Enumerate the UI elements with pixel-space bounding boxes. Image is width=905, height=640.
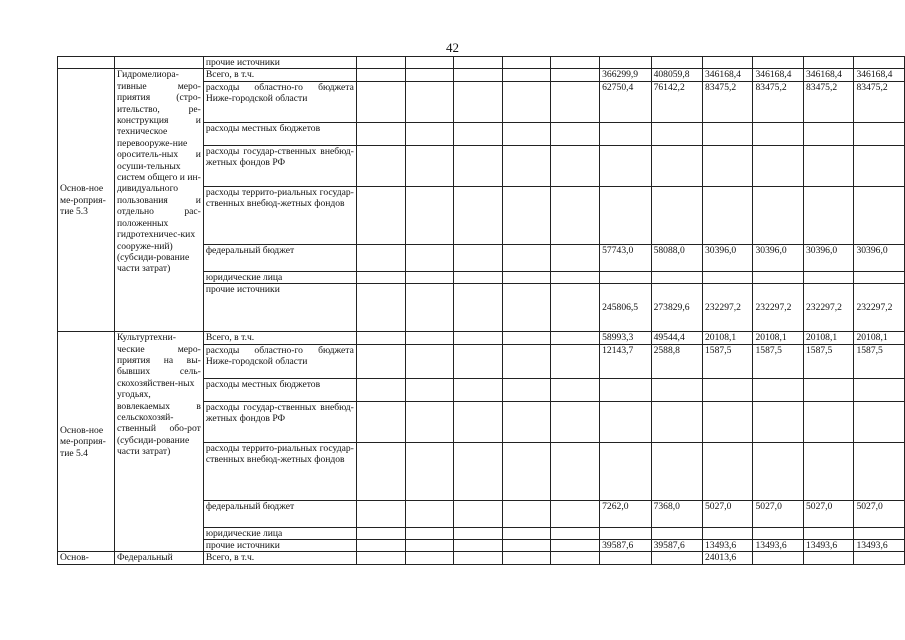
- empty-cell: [454, 186, 503, 244]
- value-cell: [703, 122, 753, 145]
- empty-cell: [454, 552, 503, 564]
- value-cell: 13493,6: [753, 540, 803, 552]
- measure-name-cell: Гидромелиора-тивные меро-приятия (стро-ительство, ре-конструкция и техническое перевооруже-ние ороситель-ных и осуши-тельных систем общего и ин-дивидуального пользования и отдельно рас-положенных гидротехничес-ких сооруже-ний) (субсиди-рование части затрат): [114, 69, 203, 332]
- empty-cell: [356, 500, 405, 527]
- value-cell: [803, 401, 853, 442]
- value-cell: [651, 145, 702, 186]
- source-cell: расходы областно-го бюджета Ниже-городской области: [203, 344, 356, 378]
- empty-cell: [551, 284, 600, 332]
- empty-cell: [356, 401, 405, 442]
- empty-cell: [454, 540, 503, 552]
- empty-cell: [454, 378, 503, 401]
- source-cell: расходы государ-ственных внебюд-жетных фондов РФ: [203, 401, 356, 442]
- empty-cell: [405, 271, 454, 283]
- value-cell: 30396,0: [753, 244, 803, 271]
- measure-cell: Основ-ное ме-роприя-тие 5.4: [58, 332, 115, 552]
- empty-cell: [405, 500, 454, 527]
- value-cell: 62750,4: [600, 81, 651, 122]
- empty-cell: [356, 186, 405, 244]
- value-cell: [803, 122, 853, 145]
- value-cell: [703, 378, 753, 401]
- empty-cell: [356, 244, 405, 271]
- value-cell: [753, 145, 803, 186]
- value-cell: 2588,8: [651, 344, 702, 378]
- value-cell: [803, 271, 853, 283]
- value-cell: [600, 271, 651, 283]
- source-cell: прочие источники: [203, 540, 356, 552]
- empty-cell: [502, 271, 551, 283]
- empty-cell: [551, 145, 600, 186]
- empty-cell: [405, 284, 454, 332]
- empty-cell: [551, 69, 600, 81]
- empty-cell: [551, 527, 600, 539]
- source-cell: федеральный бюджет: [203, 500, 356, 527]
- value-cell: 83475,2: [803, 81, 853, 122]
- empty-cell: [454, 332, 503, 344]
- value-cell: [703, 145, 753, 186]
- value-cell: [703, 401, 753, 442]
- empty-cell: [502, 145, 551, 186]
- empty-cell: [502, 540, 551, 552]
- empty-cell: [405, 244, 454, 271]
- measure-name-cell: Культуртехни-ческие меро-приятия на вы-бывших сель-скохозяйствен-ных угодьях, вовлекаемых в сельскохозяй-ственный обо-рот (субсиди-рование части затрат): [114, 332, 203, 552]
- value-cell: [803, 378, 853, 401]
- empty-cell: [551, 344, 600, 378]
- empty-cell: [454, 57, 503, 69]
- empty-cell: [356, 344, 405, 378]
- source-cell: Всего, в т.ч.: [203, 332, 356, 344]
- value-cell: 232297,2: [753, 284, 803, 332]
- value-cell: [753, 527, 803, 539]
- value-cell: [600, 527, 651, 539]
- empty-cell: [454, 442, 503, 500]
- empty-cell: [356, 57, 405, 69]
- empty-cell: [551, 122, 600, 145]
- empty-cell: [551, 552, 600, 564]
- empty-cell: [753, 57, 803, 69]
- empty-cell: [405, 442, 454, 500]
- empty-cell: [405, 344, 454, 378]
- empty-cell: [502, 57, 551, 69]
- empty-cell: [405, 540, 454, 552]
- empty-cell: [405, 378, 454, 401]
- value-cell: 408059,8: [651, 69, 702, 81]
- value-cell: 30396,0: [854, 244, 905, 271]
- value-cell: [753, 271, 803, 283]
- source-cell: Всего, в т.ч.: [203, 69, 356, 81]
- table-row: [58, 69, 905, 81]
- empty-cell: [551, 540, 600, 552]
- value-cell: 13493,6: [803, 540, 853, 552]
- empty-cell: [502, 186, 551, 244]
- value-cell: [854, 552, 905, 564]
- value-cell: [803, 186, 853, 244]
- value-cell: [600, 442, 651, 500]
- empty-cell: [502, 284, 551, 332]
- value-cell: 83475,2: [703, 81, 753, 122]
- value-cell: [651, 186, 702, 244]
- empty-cell: [551, 244, 600, 271]
- value-cell: [703, 186, 753, 244]
- empty-cell: [551, 500, 600, 527]
- value-cell: 49544,4: [651, 332, 702, 344]
- value-cell: [854, 401, 905, 442]
- empty-cell: [356, 69, 405, 81]
- empty-cell: [502, 552, 551, 564]
- empty-cell: [502, 500, 551, 527]
- value-cell: 346168,4: [703, 69, 753, 81]
- value-cell: 245806,5: [600, 284, 651, 332]
- value-cell: 346168,4: [854, 69, 905, 81]
- empty-cell: [551, 401, 600, 442]
- value-cell: [600, 378, 651, 401]
- empty-cell: [803, 57, 853, 69]
- value-cell: 5027,0: [854, 500, 905, 527]
- empty-cell: [356, 332, 405, 344]
- empty-cell: [454, 81, 503, 122]
- source-cell: юридические лица: [203, 271, 356, 283]
- value-cell: [753, 442, 803, 500]
- table-row: [58, 57, 905, 69]
- empty-cell: [502, 81, 551, 122]
- value-cell: 20108,1: [703, 332, 753, 344]
- source-cell: расходы областно-го бюджета Ниже-городской области: [203, 81, 356, 122]
- value-cell: [753, 401, 803, 442]
- empty-cell: [454, 145, 503, 186]
- value-cell: 5027,0: [703, 500, 753, 527]
- empty-cell: [356, 552, 405, 564]
- empty-cell: [356, 442, 405, 500]
- empty-cell: [502, 442, 551, 500]
- source-cell: Всего, в т.ч.: [203, 552, 356, 564]
- value-cell: 83475,2: [854, 81, 905, 122]
- value-cell: 232297,2: [803, 284, 853, 332]
- value-cell: 20108,1: [854, 332, 905, 344]
- value-cell: 76142,2: [651, 81, 702, 122]
- empty-cell: [454, 244, 503, 271]
- empty-cell: [405, 122, 454, 145]
- value-cell: [651, 442, 702, 500]
- value-cell: 58088,0: [651, 244, 702, 271]
- value-cell: [600, 401, 651, 442]
- empty-cell: [356, 378, 405, 401]
- empty-cell: [551, 186, 600, 244]
- measure-cell: [58, 57, 115, 69]
- value-cell: 39587,6: [600, 540, 651, 552]
- empty-cell: [551, 332, 600, 344]
- empty-cell: [454, 527, 503, 539]
- empty-cell: [551, 378, 600, 401]
- measure-cell: Основ-ное ме-роприя-тие 5.3: [58, 69, 115, 332]
- empty-cell: [502, 378, 551, 401]
- value-cell: [854, 122, 905, 145]
- table-row: [58, 332, 905, 344]
- empty-cell: [405, 145, 454, 186]
- empty-cell: [405, 81, 454, 122]
- value-cell: 57743,0: [600, 244, 651, 271]
- value-cell: [854, 527, 905, 539]
- value-cell: 232297,2: [854, 284, 905, 332]
- value-cell: [600, 186, 651, 244]
- source-cell: юридические лица: [203, 527, 356, 539]
- empty-cell: [502, 69, 551, 81]
- empty-cell: [356, 81, 405, 122]
- empty-cell: [405, 527, 454, 539]
- empty-cell: [356, 540, 405, 552]
- value-cell: 1587,5: [753, 344, 803, 378]
- empty-cell: [356, 284, 405, 332]
- empty-cell: [502, 332, 551, 344]
- source-cell: расходы местных бюджетов: [203, 122, 356, 145]
- value-cell: 232297,2: [703, 284, 753, 332]
- empty-cell: [405, 401, 454, 442]
- value-cell: [854, 186, 905, 244]
- value-cell: 1587,5: [854, 344, 905, 378]
- value-cell: [854, 271, 905, 283]
- empty-cell: [454, 284, 503, 332]
- empty-cell: [551, 271, 600, 283]
- source-cell: прочие источники: [203, 57, 356, 69]
- value-cell: 58993,3: [600, 332, 651, 344]
- empty-cell: [454, 122, 503, 145]
- value-cell: 5027,0: [753, 500, 803, 527]
- value-cell: [803, 145, 853, 186]
- page-number: 42: [446, 40, 459, 55]
- empty-cell: [356, 145, 405, 186]
- value-cell: 12143,7: [600, 344, 651, 378]
- value-cell: 83475,2: [753, 81, 803, 122]
- value-cell: [600, 145, 651, 186]
- value-cell: [703, 271, 753, 283]
- value-cell: [753, 186, 803, 244]
- name-cell: [114, 57, 203, 69]
- empty-cell: [356, 122, 405, 145]
- value-cell: 7262,0: [600, 500, 651, 527]
- empty-cell: [502, 122, 551, 145]
- value-cell: 5027,0: [803, 500, 853, 527]
- empty-cell: [854, 57, 905, 69]
- value-cell: 30396,0: [703, 244, 753, 271]
- value-cell: 24013,6: [703, 552, 753, 564]
- value-cell: [651, 122, 702, 145]
- value-cell: 346168,4: [753, 69, 803, 81]
- source-cell: расходы местных бюджетов: [203, 378, 356, 401]
- value-cell: 1587,5: [803, 344, 853, 378]
- value-cell: [600, 552, 651, 564]
- value-cell: 20108,1: [803, 332, 853, 344]
- budget-table: [57, 56, 905, 565]
- empty-cell: [651, 57, 702, 69]
- value-cell: [703, 442, 753, 500]
- value-cell: [703, 527, 753, 539]
- empty-cell: [703, 57, 753, 69]
- empty-cell: [405, 186, 454, 244]
- value-cell: 273829,6: [651, 284, 702, 332]
- empty-cell: [551, 57, 600, 69]
- empty-cell: [600, 57, 651, 69]
- value-cell: [651, 271, 702, 283]
- value-cell: 1587,5: [703, 344, 753, 378]
- value-cell: 346168,4: [803, 69, 853, 81]
- empty-cell: [454, 500, 503, 527]
- source-cell: федеральный бюджет: [203, 244, 356, 271]
- measure-cell: Основ-: [58, 552, 115, 564]
- empty-cell: [502, 401, 551, 442]
- empty-cell: [551, 442, 600, 500]
- value-cell: [803, 527, 853, 539]
- source-cell: расходы террито-риальных государ-ственных внебюд-жетных фондов: [203, 442, 356, 500]
- empty-cell: [454, 69, 503, 81]
- value-cell: 20108,1: [753, 332, 803, 344]
- value-cell: [753, 552, 803, 564]
- empty-cell: [356, 527, 405, 539]
- empty-cell: [502, 344, 551, 378]
- empty-cell: [454, 271, 503, 283]
- table-row: [58, 552, 905, 564]
- value-cell: [651, 378, 702, 401]
- empty-cell: [405, 57, 454, 69]
- value-cell: [854, 145, 905, 186]
- value-cell: 13493,6: [703, 540, 753, 552]
- value-cell: [803, 552, 853, 564]
- measure-name-cell: Федеральный: [114, 552, 203, 564]
- value-cell: 7368,0: [651, 500, 702, 527]
- source-cell: расходы террито-риальных государ-ственных внебюд-жетных фондов: [203, 186, 356, 244]
- value-cell: [600, 122, 651, 145]
- empty-cell: [356, 271, 405, 283]
- value-cell: [854, 442, 905, 500]
- empty-cell: [454, 401, 503, 442]
- empty-cell: [502, 527, 551, 539]
- empty-cell: [454, 344, 503, 378]
- value-cell: [651, 527, 702, 539]
- value-cell: [854, 378, 905, 401]
- value-cell: 39587,6: [651, 540, 702, 552]
- source-cell: расходы государ-ственных внебюд-жетных фондов РФ: [203, 145, 356, 186]
- value-cell: [651, 552, 702, 564]
- value-cell: [753, 122, 803, 145]
- empty-cell: [502, 244, 551, 271]
- empty-cell: [551, 81, 600, 122]
- empty-cell: [405, 69, 454, 81]
- value-cell: 366299,9: [600, 69, 651, 81]
- value-cell: [803, 442, 853, 500]
- value-cell: [651, 401, 702, 442]
- value-cell: 13493,6: [854, 540, 905, 552]
- empty-cell: [405, 332, 454, 344]
- value-cell: 30396,0: [803, 244, 853, 271]
- source-cell: прочие источники: [203, 284, 356, 332]
- value-cell: [753, 378, 803, 401]
- empty-cell: [405, 552, 454, 564]
